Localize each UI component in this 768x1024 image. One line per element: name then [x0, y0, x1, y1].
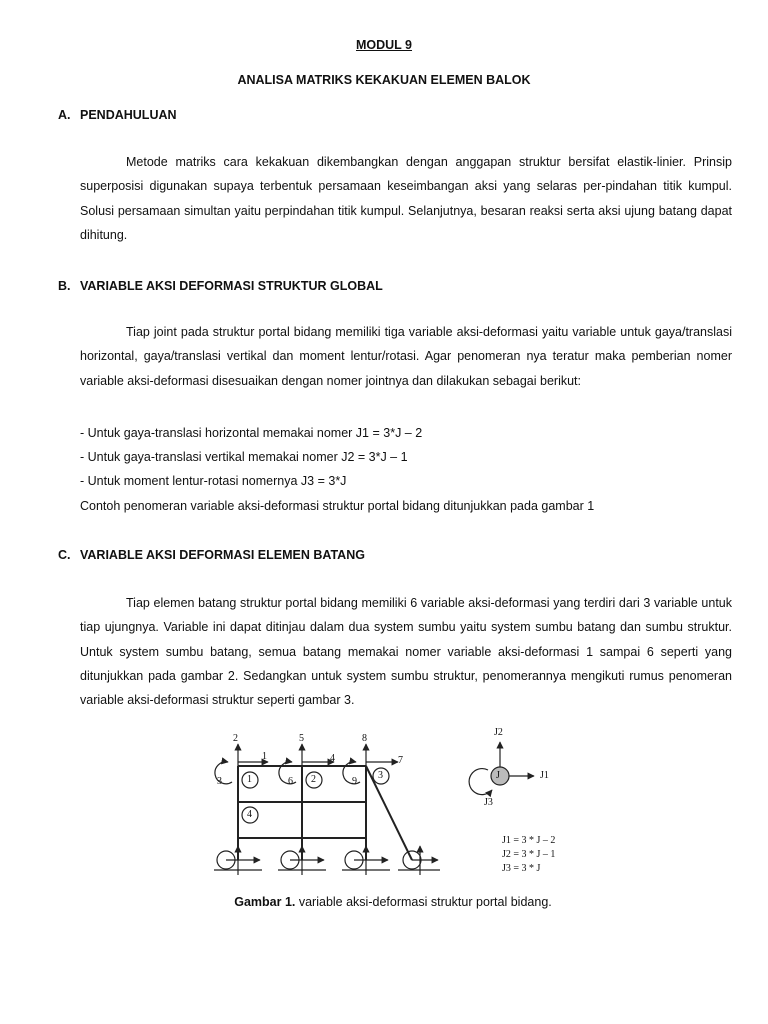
figure-caption: [0, 895, 768, 909]
dof-label-2: 2: [233, 733, 238, 744]
caption-text: variable aksi-deformasi struktur portal bidang.: [295, 895, 552, 909]
section-b-title: VARIABLE AKSI DEFORMASI STRUKTUR GLOBAL: [80, 279, 383, 293]
joint-label-3: 3: [378, 770, 383, 781]
legend-formula-2: J2 = 3 * J – 1: [502, 849, 556, 860]
module-subtitle: ANALISA MATRIKS KEKAKUAN ELEMEN BALOK: [237, 73, 531, 87]
section-c-text: Tiap elemen batang struktur portal bidang memiliki 6 variable aksi-deformasi yang terdiri dari 3 variable untuk tiap ujungnya. Variable ini dapat ditinjau dalam dua system sumbu yaitu system sumbu batang dan sumbu struktur. Untuk system sumbu batang, semua batang memakai nomer variable aksi-deformasi 1 sampai 6 seperti yang ditunjukkan pada gambar 2. Sedangkan untuk system sumbu struktur, penomerannya mengikuti rumus penomeran variable aksi-deformasi struktur seperti gambar 3.: [80, 596, 732, 708]
section-a-letter: A.: [58, 108, 71, 122]
dof-label-1: 1: [262, 751, 267, 762]
legend-j2-label: J2: [494, 727, 503, 738]
dof-label-5: 5: [299, 733, 304, 744]
rule-line-j1: - Untuk gaya-translasi horizontal memakai nomer J1 = 3*J – 2: [80, 426, 423, 440]
section-b-text: Tiap joint pada struktur portal bidang memiliki tiga variable aksi-deformasi yaitu variable untuk gaya/translasi horizontal, gaya/translasi vertikal dan moment lentur/rotasi. Agar penomeran nya teratur maka pemberian nomer variable aksi-deformasi disesuaikan dengan nomer jointnya dan dilakukan sebagai berikut:: [80, 325, 732, 388]
dof-label-4: 4: [330, 753, 335, 764]
legend-formula-3: J3 = 3 * J: [502, 863, 541, 874]
section-c-letter: C.: [58, 548, 71, 562]
figure-reference-line: Contoh penomeran variable aksi-deformasi struktur portal bidang ditunjukkan pada gambar 1: [80, 499, 595, 513]
joint-label-1: 1: [247, 774, 252, 785]
dof-label-9: 9: [352, 776, 357, 787]
joint-label-2: 2: [311, 774, 316, 785]
rule-line-j2: - Untuk gaya-translasi vertikal memakai nomer J2 = 3*J – 1: [80, 450, 408, 464]
legend-j3-label: J3: [484, 797, 493, 808]
legend-joint-label: J: [496, 770, 500, 781]
joint-label-4: 4: [247, 809, 252, 820]
section-b-letter: B.: [58, 279, 71, 293]
dof-label-3: 3: [217, 776, 222, 787]
legend-formula-1: J1 = 3 * J – 2: [502, 835, 556, 846]
section-a-text: Metode matriks cara kekakuan dikembangkan dengan anggapan struktur bersifat elastik-linier. Prinsip superposisi digunakan supaya terbentuk persamaan keseimbangan aksi yang selaras per-pindahan titik kumpul. Solusi persamaan simultan yaitu perpindahan titik kumpul. Selanjutnya, besaran reaksi serta aksi ujung batang dapat dihitung.: [80, 155, 732, 242]
section-a-title: PENDAHULUAN: [80, 108, 177, 122]
section-c-title: VARIABLE AKSI DEFORMASI ELEMEN BATANG: [80, 548, 365, 562]
rule-line-j3: - Untuk moment lentur-rotasi nomernya J3 = 3*J: [80, 474, 347, 488]
dof-label-7: 7: [398, 755, 403, 766]
legend-j1-label: J1: [540, 770, 549, 781]
dof-label-8: 8: [362, 733, 367, 744]
dof-label-6: 6: [288, 776, 293, 787]
caption-label: Gambar 1.: [234, 895, 296, 909]
module-title: MODUL 9: [355, 38, 413, 52]
